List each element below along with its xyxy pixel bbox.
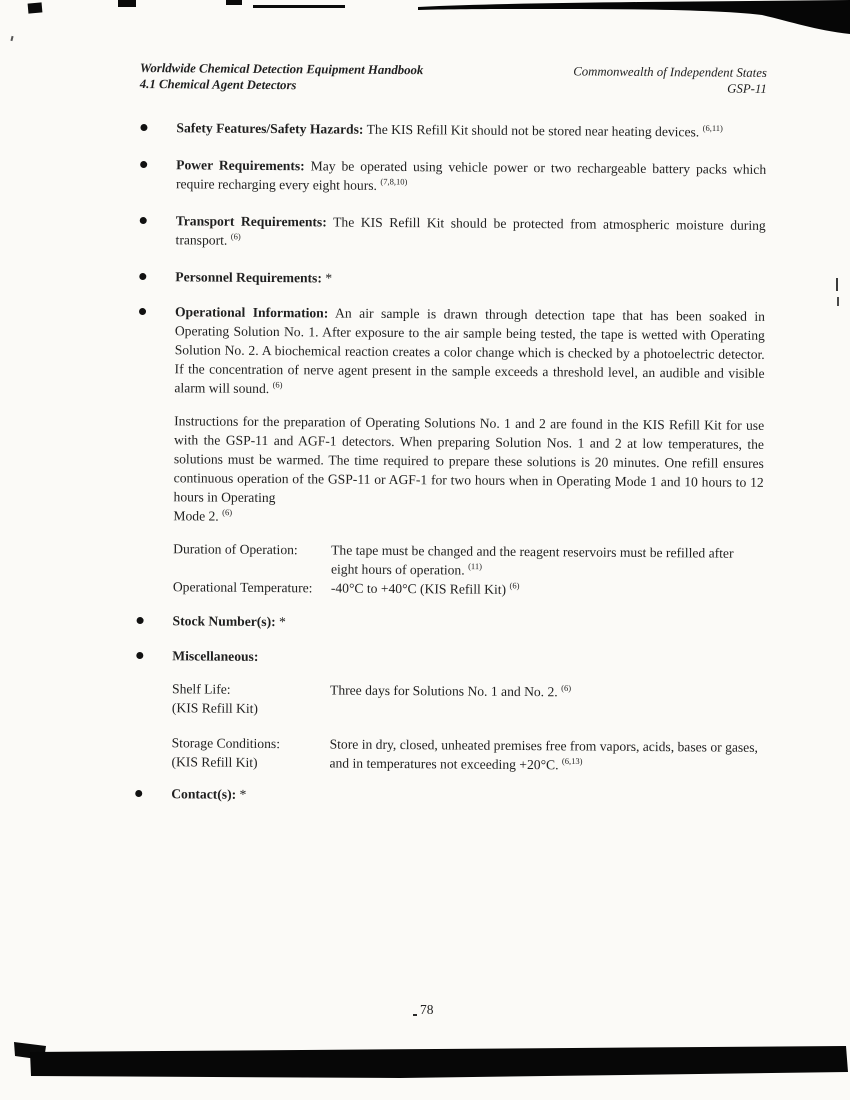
- bullet-item-safety: [139, 118, 766, 142]
- safety-paragraph: [176, 118, 766, 142]
- storage-ref: (6,13): [561, 755, 583, 766]
- instructions-lastline: Mode 2.: [173, 508, 219, 524]
- bullet-icon: [136, 652, 143, 659]
- temperature-label: Operational Temperature:: [172, 579, 313, 596]
- temperature-text: -40°C to +40°C (KIS Refill Kit): [330, 580, 507, 597]
- instructions-ref: (6): [222, 507, 233, 518]
- shelf-life-text: Three days for Solutions No. 1 and No. 2.: [329, 682, 558, 700]
- page-header: [140, 60, 767, 97]
- storage-sublabel: (KIS Refill Kit): [171, 754, 258, 770]
- bullet-item-contact: [134, 784, 761, 808]
- stock-text: *: [279, 614, 286, 630]
- operational-label: Operational Information:: [174, 304, 329, 321]
- header-left: [140, 60, 424, 94]
- safety-ref: (6,11): [702, 122, 723, 134]
- scan-artifact-right-dash1: [836, 278, 838, 291]
- temperature-text-paragraph: [331, 579, 763, 601]
- storage-text-paragraph: [329, 735, 761, 776]
- transport-ref: (6): [230, 231, 241, 242]
- safety-text: The KIS Refill Kit should not be stored near heating devices.: [366, 121, 700, 140]
- scan-artifact-pagenumber-dot: [413, 1014, 417, 1016]
- bullet-item-miscellaneous: [135, 646, 762, 670]
- duration-text: The tape must be changed and the reagent reservoirs must be refilled after eight hours of operation.: [330, 542, 734, 578]
- shelf-life-ref: (6): [561, 682, 572, 693]
- bullet-icon: [135, 790, 142, 797]
- scan-artifact-right-dash2: [837, 297, 839, 306]
- duration-label: Duration of Operation:: [173, 541, 298, 558]
- operational-text: An air sample is drawn through detection tape that has been soaked in Operating Solution No. 1. After exposure to the air sample being tested, the tape is wetted with Operating Solution No. 2. A biochemical reaction creates a color change which is checked by a photoelectric detector. If the concentration of nerve agent present in the sample exceeds a threshold level, an audible and visible alarm will sound.: [174, 305, 766, 397]
- miscellaneous-paragraph: [172, 646, 762, 670]
- duration-text-paragraph: [331, 541, 763, 582]
- shelf-life-text-paragraph: [330, 681, 762, 703]
- temperature-ref: (6): [509, 580, 520, 591]
- section-title: 4.1 Chemical Agent Detectors: [139, 76, 297, 93]
- bullet-icon: [140, 161, 147, 168]
- country-title: Commonwealth of Independent States: [573, 64, 767, 80]
- bullet-icon: [140, 217, 147, 224]
- shelf-life-label: Shelf Life:: [172, 681, 231, 697]
- transport-label: Transport Requirements:: [175, 213, 327, 230]
- stock-paragraph: [173, 611, 763, 635]
- bullet-icon: [137, 617, 144, 624]
- power-ref: (7,8,10): [380, 176, 408, 187]
- model-designator: GSP-11: [727, 81, 767, 96]
- contact-label: Contact(s):: [171, 786, 237, 802]
- personnel-paragraph: [175, 267, 765, 291]
- personnel-text: *: [325, 270, 333, 286]
- bullet-item-power: [139, 155, 766, 198]
- header-right: [573, 63, 767, 97]
- bullet-item-stock: [136, 611, 763, 635]
- bullet-icon: [140, 124, 147, 131]
- power-paragraph: [176, 155, 766, 198]
- personnel-label: Personnel Requirements:: [175, 269, 322, 286]
- power-label: Power Requirements:: [176, 157, 305, 174]
- duration-value-cell: [331, 541, 763, 582]
- bullet-item-transport: [139, 211, 766, 254]
- duration-ref: (11): [468, 561, 482, 572]
- bullet-icon: [139, 308, 146, 315]
- handbook-title: Worldwide Chemical Detection Equipment Handbook: [139, 60, 424, 78]
- duration-label-cell: [173, 539, 331, 578]
- shelf-life-row: [172, 679, 762, 722]
- shelf-life-sublabel: (KIS Refill Kit): [171, 700, 259, 716]
- transport-text: The KIS Refill Kit should be protected from atmospheric moisture during transport.: [175, 214, 766, 248]
- safety-label: Safety Features/Safety Hazards:: [176, 120, 364, 137]
- stock-label: Stock Number(s):: [172, 613, 276, 630]
- scan-artifact-top: [0, 0, 850, 48]
- storage-text: Store in dry, closed, unheated premises free from vapors, acids, bases or gases, and in temperatures not exceeding +20°C.: [329, 736, 759, 773]
- instructions-text: Instructions for the preparation of Operating Solutions No. 1 and 2 are found in the KIS Refill Kit for use with the GSP-11 and AGF-1 detectors. When preparing Solution Nos. 1 and 2 at low temperatures, the solutions must be warmed. The time required to prepare these solutions is 20 minutes. One refill ensures continuous operation of the GSP-11 or AGF-1 for two hours when in Operating Mode 1 and 10 hours to 12 hours in Operating: [173, 413, 765, 506]
- scan-artifact-bottom: [0, 1038, 850, 1100]
- shelf-life-value-cell: [330, 681, 762, 722]
- operational-ref: (6): [272, 379, 283, 390]
- bullet-item-operational: [137, 302, 765, 402]
- shelf-life-label-cell: [172, 679, 330, 718]
- temperature-label-cell: [173, 577, 331, 597]
- operational-paragraph: [174, 302, 765, 402]
- storage-label: Storage Conditions:: [171, 735, 281, 752]
- bullet-icon: [139, 273, 146, 280]
- storage-label-cell: [171, 733, 329, 772]
- duration-temperature-table: [173, 539, 763, 601]
- transport-paragraph: [176, 211, 766, 254]
- contact-text: *: [239, 786, 247, 802]
- page-number: 78: [420, 1002, 434, 1017]
- temperature-value-cell: [331, 579, 763, 601]
- power-text: May be operated using vehicle power or two rechargeable battery packs which require recharging every eight hours.: [175, 158, 767, 193]
- instructions-paragraph: [173, 411, 764, 530]
- miscellaneous-label: Miscellaneous:: [172, 648, 259, 664]
- storage-value-cell: [329, 735, 761, 776]
- storage-conditions-row: [171, 733, 761, 776]
- instructions-block: [173, 411, 764, 530]
- page-content: [134, 60, 767, 808]
- contact-paragraph: [171, 784, 761, 808]
- bullet-item-personnel: [138, 267, 765, 291]
